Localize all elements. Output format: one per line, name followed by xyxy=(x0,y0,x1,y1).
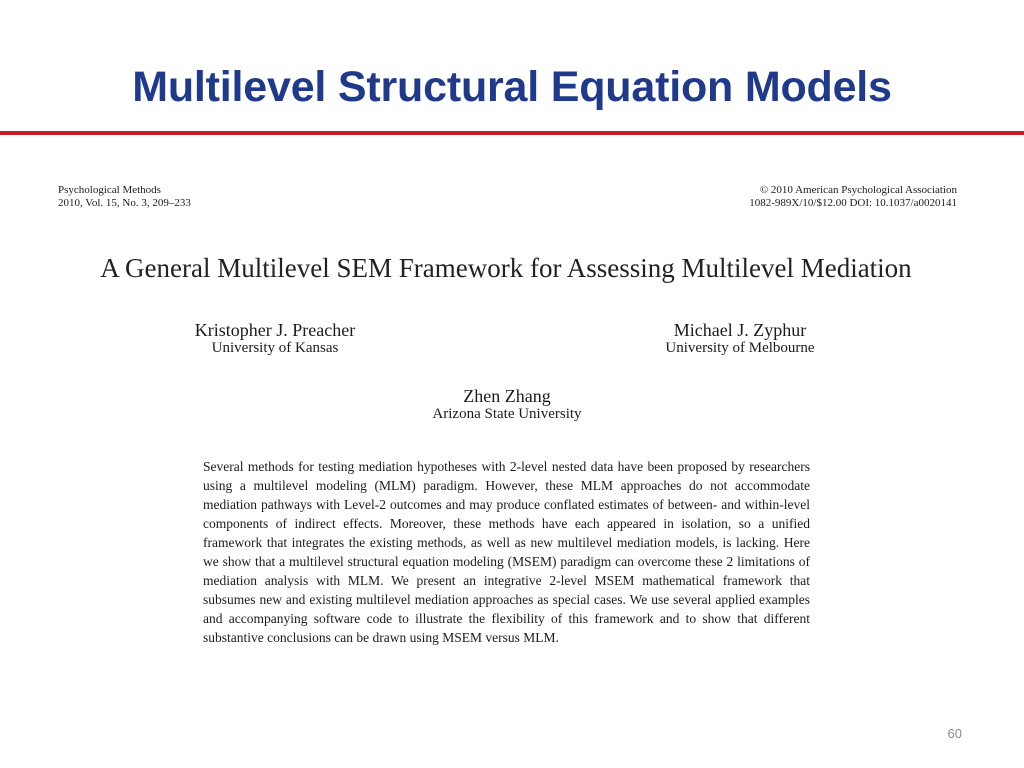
page-number: 60 xyxy=(947,726,962,741)
author-affiliation: University of Kansas xyxy=(211,340,339,356)
author-affiliation: Arizona State University xyxy=(432,406,582,422)
doi-line: 1082-989X/10/$12.00 DOI: 10.1037/a0020141 xyxy=(749,197,957,209)
journal-name: Psychological Methods xyxy=(58,184,161,196)
journal-volume: 2010, Vol. 15, No. 3, 209–233 xyxy=(58,197,191,209)
author-block xyxy=(180,320,370,357)
author-name: Michael J. Zyphur xyxy=(673,320,807,340)
author-name: Zhen Zhang xyxy=(463,386,551,406)
copyright-info xyxy=(749,184,957,210)
journal-info xyxy=(58,184,191,210)
copyright-notice: © 2010 American Psychological Association xyxy=(759,184,957,196)
slide-title: Multilevel Structural Equation Models xyxy=(132,63,892,111)
author-name: Kristopher J. Preacher xyxy=(194,320,356,340)
author-block xyxy=(650,320,830,357)
abstract-text: Several methods for testing mediation hypotheses with 2-level nested data have been proposed by researchers using a multilevel modeling (MLM) paradigm. However, these MLM approaches do not accommodate mediation pathways with Level-2 outcomes and may produce conflated estimates of between- and within-level components of indirect effects. Moreover, these methods have each appeared in isolation, so a unified framework that integrates the existing methods, as well as new multilevel mediation models, is lacking. Here we show that a multilevel structural equation modeling (MSEM) paradigm can overcome these 2 limitations of mediation analysis with MLM. We present an integrative 2-level MSEM mathematical framework that subsumes new and existing multilevel mediation approaches as special cases. We use several applied examples and accompanying software code to illustrate the flexibility of this framework and to show that different substantive conclusions can be drawn using MSEM versus MLM. xyxy=(203,459,810,645)
paper-title: A General Multilevel SEM Framework for Assessing Multilevel Mediation xyxy=(100,253,912,283)
author-block xyxy=(412,386,602,423)
author-affiliation: University of Melbourne xyxy=(665,340,815,356)
